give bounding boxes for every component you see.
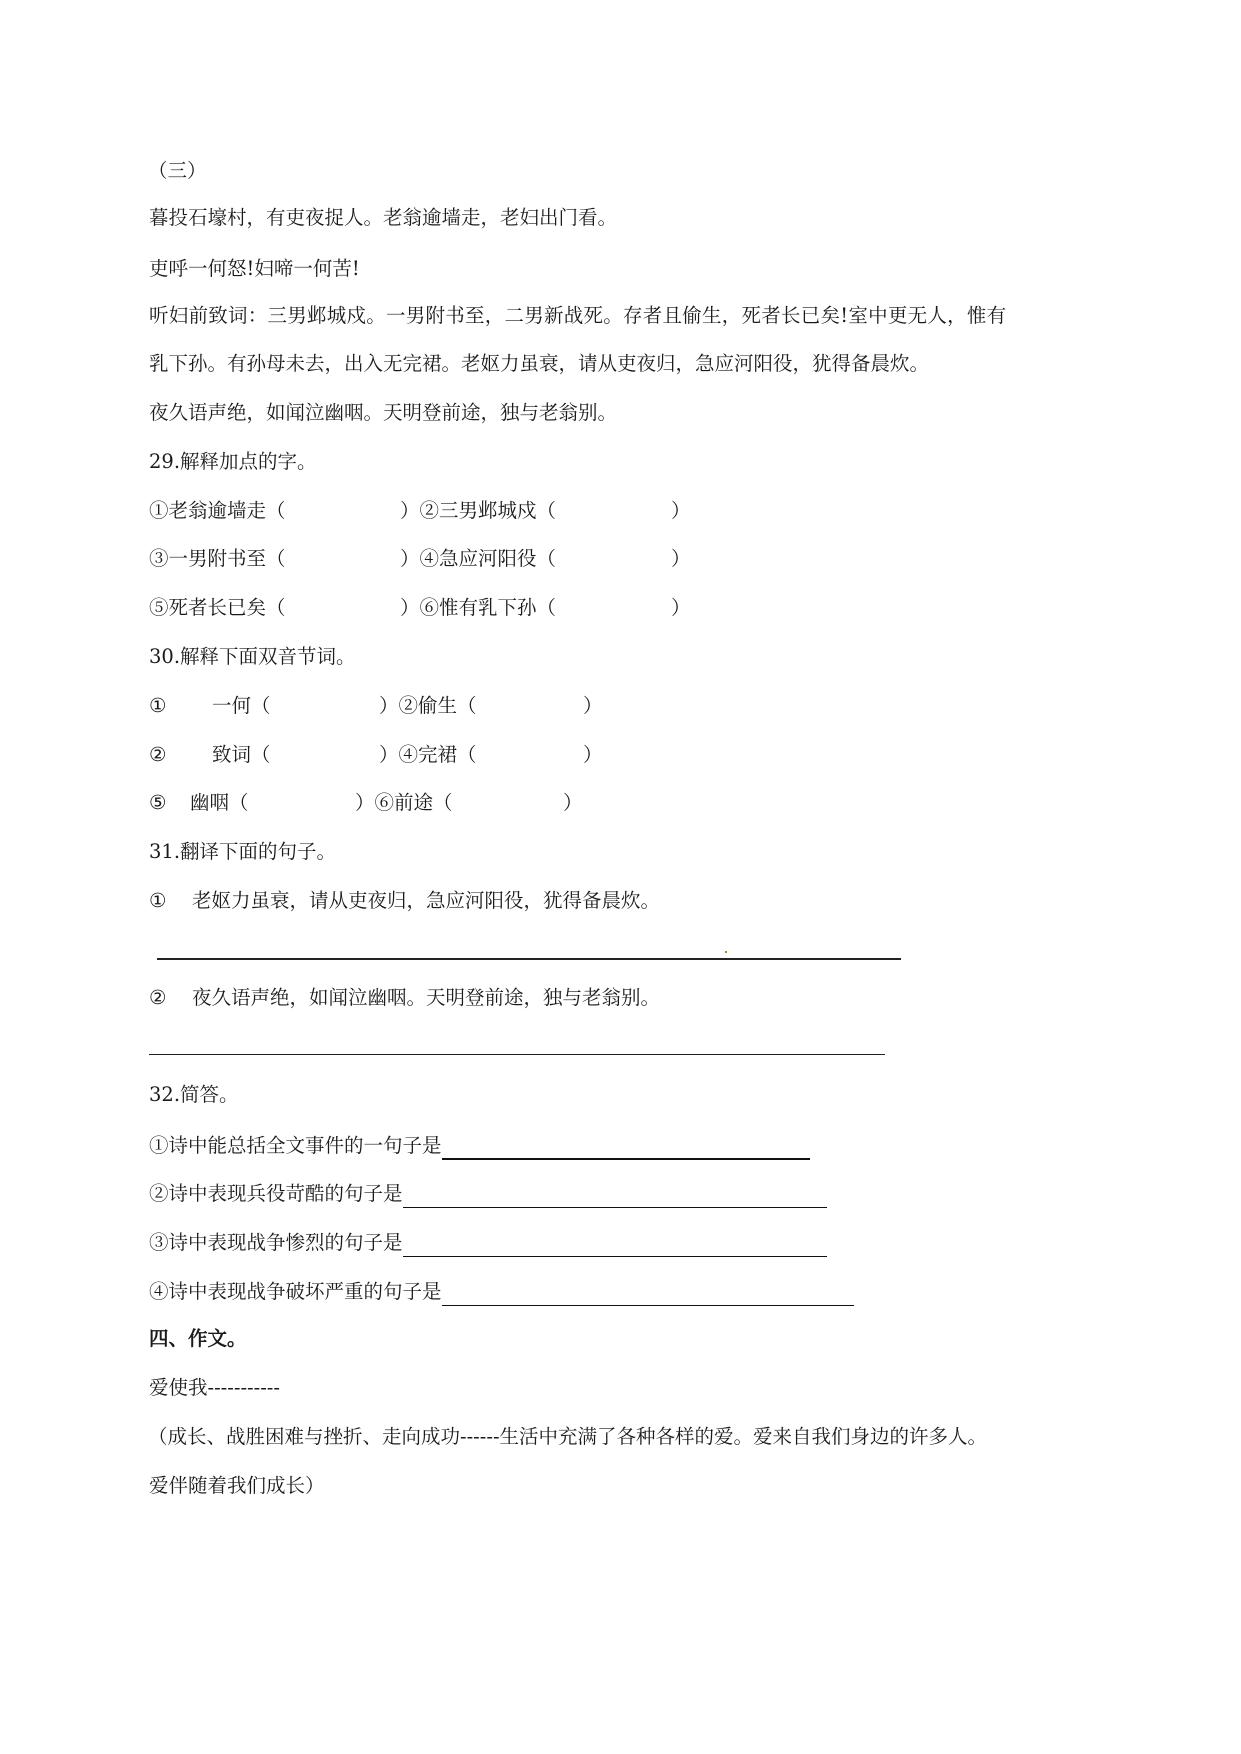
poem-line: 乳下孙。有孙母未去，出入无完裙。老妪力虽衰，请从吏夜归，急应河阳役，犹得备晨炊。: [149, 352, 930, 375]
poem-line: 暮投石壕村，有吏夜捉人。老翁逾墙走，老妇出门看。: [149, 206, 618, 229]
q30-close-paren: ）: [563, 791, 583, 814]
q32-item-label: ④诗中表现战争破坏严重的句子是: [149, 1280, 442, 1303]
answer-line-1: [157, 958, 901, 960]
answer-blank: [442, 1136, 810, 1160]
q31-sentence-1: 老妪力虽衰，请从吏夜归，急应河阳役，犹得备晨炊。: [192, 889, 661, 912]
answer-line-2: [149, 1054, 885, 1055]
q29-close-paren: ）: [671, 499, 691, 522]
q29-close-paren: ）: [671, 596, 691, 619]
q29-item-3: ③一男附书至（: [149, 547, 286, 570]
q30-item-4: ）④完裙（: [379, 743, 477, 766]
stray-mark: [725, 951, 727, 953]
q29-item-1: ①老翁逾墙走（: [149, 499, 286, 522]
q30-num: ⑤: [149, 791, 167, 814]
poem-line: 听妇前致词：三男邺城戍。一男附书至，二男新战死。存者且偷生，死者长已矣!室中更无人，惟有: [149, 304, 1007, 327]
q30-item-2: ）②偷生（: [379, 694, 477, 717]
section-heading: （三）: [148, 159, 207, 182]
q32-item-3: [149, 1229, 827, 1257]
q30-close-paren: ）: [583, 743, 603, 766]
q32-item-4: [149, 1278, 854, 1306]
q31-sentence-2: 夜久语声绝，如闻泣幽咽。天明登前途，独与老翁别。: [192, 986, 661, 1009]
q32-item-label: ③诗中表现战争惨烈的句子是: [149, 1231, 403, 1254]
essay-hint: 爱伴随着我们成长）: [149, 1474, 325, 1497]
q32-item-2: [149, 1180, 827, 1208]
q29-item-4: ）④急应河阳役（: [400, 547, 557, 570]
q30-num: ②: [149, 743, 167, 766]
q32-item-1: [149, 1132, 810, 1160]
q30-item-6: ）⑥前途（: [355, 791, 453, 814]
q29-item-5: ⑤死者长已矣（: [149, 596, 286, 619]
question-31-title: 31.翻译下面的句子。: [149, 840, 337, 863]
q31-num-2: ②: [149, 986, 167, 1009]
q29-item-2: ）②三男邺城戍（: [400, 499, 557, 522]
question-29-title: 29.解释加点的字。: [149, 450, 317, 473]
poem-line: 吏呼一何怒!妇啼一何苦!: [149, 257, 360, 280]
q31-num-1: ①: [149, 889, 167, 912]
essay-prompt: 爱使我-----------: [149, 1376, 280, 1399]
q30-item-1: 一何（: [212, 694, 271, 717]
answer-blank: [403, 1185, 827, 1208]
q30-item-3: 致词（: [212, 743, 271, 766]
q32-item-label: ②诗中表现兵役苛酷的句子是: [149, 1182, 403, 1205]
q32-item-label: ①诗中能总括全文事件的一句子是: [149, 1134, 442, 1157]
q30-close-paren: ）: [583, 694, 603, 717]
q29-item-6: ）⑥惟有乳下孙（: [400, 596, 557, 619]
section-heading: 四、作文。: [149, 1327, 247, 1350]
q29-close-paren: ）: [671, 547, 691, 570]
q30-num: ①: [149, 694, 167, 717]
poem-line: 夜久语声绝，如闻泣幽咽。天明登前途，独与老翁别。: [149, 401, 618, 424]
answer-blank: [442, 1283, 854, 1306]
question-32-title: 32.简答。: [149, 1083, 239, 1106]
q30-item-5: 幽咽（: [190, 791, 249, 814]
answer-blank: [403, 1234, 827, 1257]
question-30-title: 30.解释下面双音节词。: [149, 645, 356, 668]
essay-hint: （成长、战胜困难与挫折、走向成功------生活中充满了各种各样的爱。爱来自我们身边的许多人。: [148, 1425, 988, 1448]
